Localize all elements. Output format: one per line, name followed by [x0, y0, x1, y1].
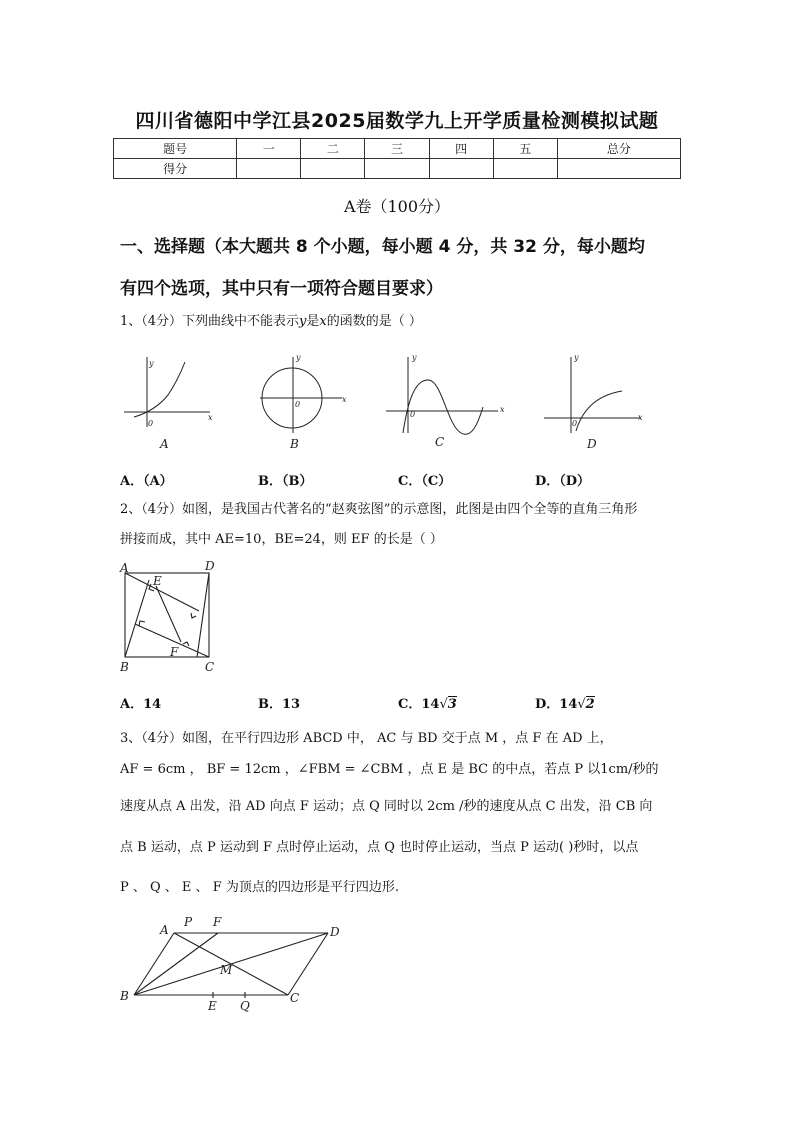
score-header-cell: 一 [237, 139, 301, 159]
score-table-header-row [114, 139, 681, 159]
section-a-heading: A卷（100分） [343, 197, 451, 216]
right-angle-mark [191, 613, 196, 618]
q2-line2: 拼接而成，其中 AE=10，BE=24，则 EF 的长是（ ） [120, 532, 443, 547]
part1-heading-line1: 一、选择题（本大题共 8 个小题，每小题 4 分，共 32 分，每小题均 [120, 237, 645, 257]
q3-line2: AF = 6cm ， BF = 12cm ，∠FBM = ∠CBM ，点 E 是 BC 的中点，若点 P 以1cm/秒的 [120, 762, 659, 777]
point-label: C [290, 991, 300, 1005]
point-label: C [205, 660, 215, 674]
segment [197, 573, 209, 657]
point-label: F [170, 645, 179, 659]
graph-b-y-label: y [296, 353, 301, 362]
q2-option-c-label: C．14 [398, 697, 440, 712]
score-cell[interactable] [365, 159, 429, 179]
score-header-cell: 二 [301, 139, 365, 159]
segment-ab [134, 933, 174, 995]
segment-bf [134, 933, 218, 995]
graph-a-origin: 0 [148, 419, 154, 428]
q3-parallelogram-figure [110, 912, 350, 1017]
score-row-label: 得分 [114, 159, 237, 179]
q3-line3: 速度从点 A 出发，沿 AD 向点 F 运动；点 Q 同时以 2cm /秒的速度从点 C 出发，沿 CB 向 [120, 799, 653, 814]
q2-option-c[interactable] [398, 693, 457, 712]
q2-option-a[interactable]: A．14 [120, 697, 162, 712]
segment-dc [288, 933, 328, 995]
q3-line4: 点 B 运动，点 P 运动到 F 点时停止运动，点 Q 也时停止运动，当点 P 运动( )秒时，以点 [120, 840, 639, 855]
point-label: B [120, 660, 129, 674]
point-label: M [220, 963, 233, 977]
graph-c-y-label: y [412, 353, 417, 362]
graph-a-x-label: x [208, 413, 213, 422]
q2-zhaoshuang-figure [115, 558, 225, 678]
point-label: F [213, 915, 222, 929]
q1-option-c[interactable]: C．（C） [398, 474, 452, 489]
q1-graphs [110, 345, 670, 455]
graph-d-y-label: y [574, 353, 579, 362]
graph-c-x-label: x [500, 405, 505, 414]
point-label: D [330, 925, 340, 939]
part1-heading-line2: 有四个选项，其中只有一项符合题目要求） [120, 279, 443, 299]
right-angle-mark [139, 621, 145, 626]
graph-b-origin: 0 [295, 400, 301, 409]
score-table-score-row [114, 159, 681, 179]
graph-d-x-label: x [638, 413, 643, 422]
graph-d-origin: 0 [572, 419, 578, 428]
graph-a-y-label: y [149, 359, 154, 368]
segment [125, 580, 149, 657]
q3-line5: P 、 Q 、 E 、 F 为顶点的四边形是平行四边形. [120, 880, 399, 895]
q1-option-b[interactable]: B．（B） [258, 474, 313, 489]
graph-d-caption: D [587, 437, 597, 451]
score-header-cell: 三 [365, 139, 429, 159]
graph-a-caption: A [160, 437, 169, 451]
q1-stem [120, 312, 680, 332]
q3-line1: 3、（4分）如图，在平行四边形 ABCD 中， AC 与 BD 交于点 M ，点 F 在 AD 上， [120, 731, 613, 746]
score-header-cell: 四 [429, 139, 493, 159]
q1-var-y: y [299, 314, 307, 329]
point-label: A [120, 561, 129, 575]
score-cell[interactable] [493, 159, 557, 179]
graph-d-curve [576, 391, 622, 431]
q2-option-b[interactable]: B．13 [258, 697, 301, 712]
graph-c-origin: 0 [410, 410, 416, 419]
q1-option-a[interactable]: A．（A） [120, 474, 173, 489]
score-cell[interactable] [301, 159, 365, 179]
q2-option-c-radicand: 3 [447, 697, 457, 712]
q2-line1: 2、（4分）如图，是我国古代著名的“赵爽弦图”的示意图，此图是由四个全等的直角三角形 [120, 502, 638, 517]
q1-var-x: x [319, 314, 327, 329]
sqrt-icon: √ [577, 697, 586, 712]
score-cell[interactable] [237, 159, 301, 179]
score-cell[interactable] [429, 159, 493, 179]
point-label: E [208, 999, 217, 1013]
graph-a-curve [134, 362, 185, 417]
segment [125, 573, 199, 611]
point-label: Q [240, 999, 250, 1013]
graph-b-x-label: x [342, 395, 347, 404]
sqrt-icon: √ [439, 697, 448, 712]
graph-b-caption: B [290, 437, 299, 451]
q2-option-d-label: D．14 [535, 697, 578, 712]
score-header-cell: 题号 [114, 139, 237, 159]
graph-c-curve [403, 380, 483, 434]
score-header-cell: 总分 [557, 139, 680, 159]
q1-text-b: 是 [306, 314, 320, 329]
q1-text-a: 1、（4分）下列曲线中不能表示 [120, 314, 300, 329]
q1-option-d[interactable]: D．（D） [535, 474, 591, 489]
q1-text-c: 的函数的是（ ） [326, 314, 422, 329]
q2-option-d-radicand: 2 [585, 697, 595, 712]
page-title: 四川省德阳中学江县2025届数学九上开学质量检测模拟试题 [135, 110, 659, 132]
segment-ef [156, 586, 181, 642]
point-label: E [153, 574, 162, 588]
score-table [113, 138, 681, 179]
point-label: P [184, 915, 193, 929]
score-header-cell: 五 [493, 139, 557, 159]
point-label: A [160, 923, 169, 937]
point-label: D [205, 559, 215, 573]
point-label: B [120, 989, 129, 1003]
score-cell[interactable] [557, 159, 680, 179]
graph-c-caption: C [435, 435, 445, 449]
q2-option-d[interactable] [535, 693, 595, 712]
